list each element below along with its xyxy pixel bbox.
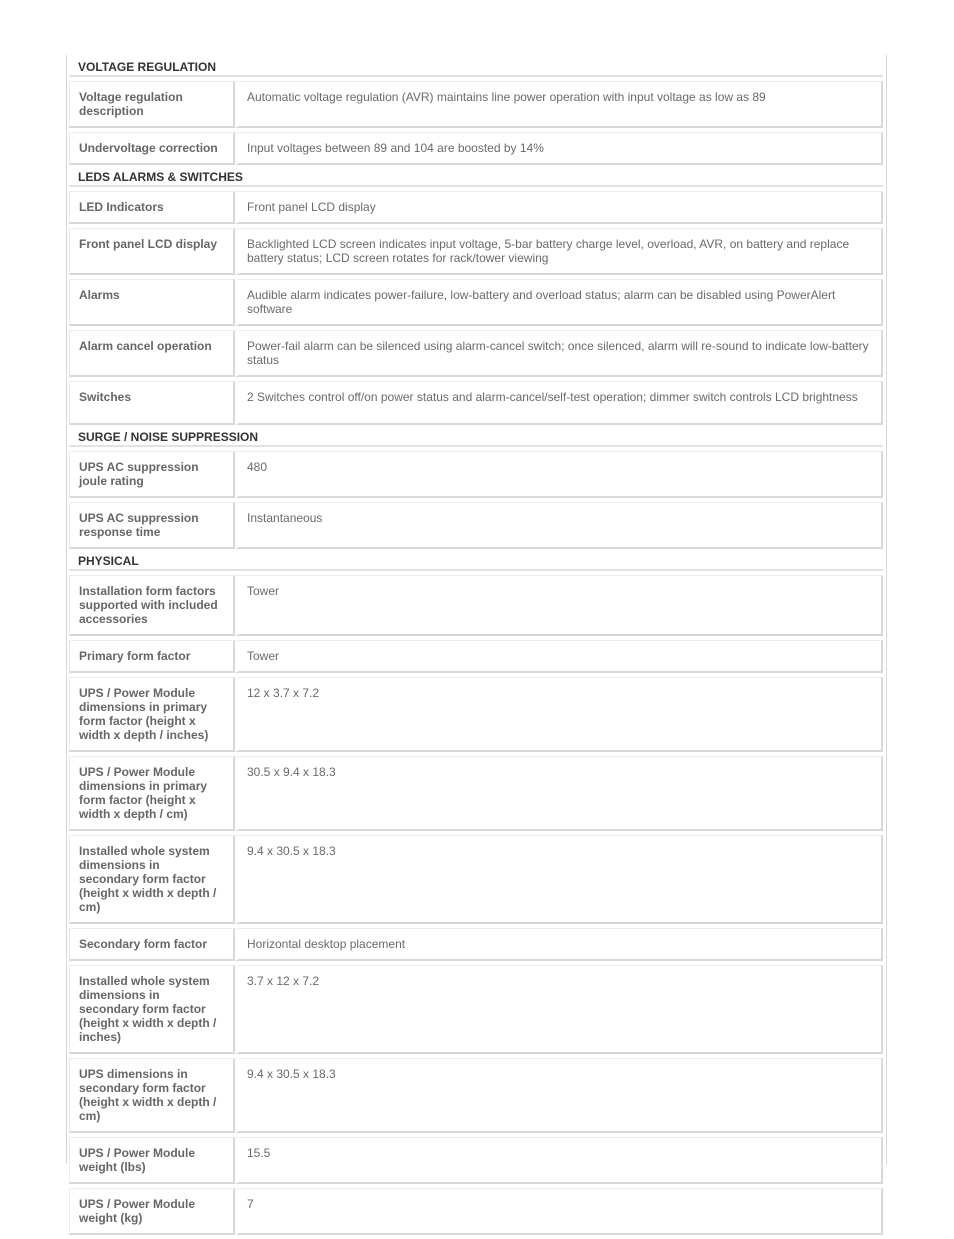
spec-row [69,756,883,831]
spec-value: 7 [235,1188,883,1235]
spec-row [69,191,883,224]
section-header [69,59,883,77]
spec-label: LED Indicators [69,191,235,224]
spec-value: Instantaneous [235,502,883,549]
spec-row [69,228,883,275]
spec-label: Alarms [69,279,235,326]
section-header [69,169,883,187]
spec-label: UPS AC suppression joule rating [69,451,235,498]
spec-row [69,965,883,1054]
spec-value: Backlighted LCD screen indicates input voltage, 5-bar battery charge level, overload, AVR, on battery and replace battery status; LCD screen rotates for rack/tower viewing [235,228,883,275]
spec-label: UPS / Power Module weight (kg) [69,1188,235,1235]
spec-row [69,575,883,636]
spec-value: 3.7 x 12 x 7.2 [235,965,883,1054]
section-title: PHYSICAL [69,553,883,571]
section-title: SURGE / NOISE SUPPRESSION [69,429,883,447]
spec-label: Primary form factor [69,640,235,673]
spec-value: Input voltages between 89 and 104 are boosted by 14% [235,132,883,165]
spec-value: 480 [235,451,883,498]
spec-label: UPS dimensions in secondary form factor (height x width x depth / cm) [69,1058,235,1133]
spec-label: Installed whole system dimensions in secondary form factor (height x width x depth / cm) [69,835,235,924]
spec-value: 2 Switches control off/on power status and alarm-cancel/self-test operation; dimmer switch controls LCD brightness [235,381,883,425]
spec-value: Automatic voltage regulation (AVR) maintains line power operation with input voltage as low as 89 [235,81,883,128]
section-header [69,429,883,447]
spec-row [69,835,883,924]
spec-row [69,381,883,425]
spec-row [69,132,883,165]
spec-value: 12 x 3.7 x 7.2 [235,677,883,752]
spec-row [69,1137,883,1184]
spec-value: Audible alarm indicates power-failure, low-battery and overload status; alarm can be disabled using PowerAlert software [235,279,883,326]
spec-value: 30.5 x 9.4 x 18.3 [235,756,883,831]
spec-table [69,55,883,1239]
spec-value: Power-fail alarm can be silenced using alarm-cancel switch; once silenced, alarm will re-sound to indicate low-battery status [235,330,883,377]
section-header [69,553,883,571]
spec-label: Front panel LCD display [69,228,235,275]
spec-row [69,640,883,673]
spec-label: UPS / Power Module weight (lbs) [69,1137,235,1184]
spec-label: Secondary form factor [69,928,235,961]
spec-label: Installed whole system dimensions in secondary form factor (height x width x depth / inches) [69,965,235,1054]
spec-label: Switches [69,381,235,425]
section-title: LEDS ALARMS & SWITCHES [69,169,883,187]
spec-label: UPS / Power Module dimensions in primary form factor (height x width x depth / inches) [69,677,235,752]
spec-label: UPS AC suppression response time [69,502,235,549]
spec-value: Tower [235,640,883,673]
spec-value: 15.5 [235,1137,883,1184]
spec-label: Voltage regulation description [69,81,235,128]
section-title: VOLTAGE REGULATION [69,59,883,77]
spec-label: UPS / Power Module dimensions in primary form factor (height x width x depth / cm) [69,756,235,831]
spec-label: Installation form factors supported with included accessories [69,575,235,636]
spec-value: Horizontal desktop placement [235,928,883,961]
spec-row [69,451,883,498]
spec-value: Front panel LCD display [235,191,883,224]
spec-label: Undervoltage correction [69,132,235,165]
spec-row [69,502,883,549]
spec-value: Tower [235,575,883,636]
spec-value: 9.4 x 30.5 x 18.3 [235,835,883,924]
spec-value: 9.4 x 30.5 x 18.3 [235,1058,883,1133]
spec-row [69,1058,883,1133]
spec-row [69,677,883,752]
spec-row [69,81,883,128]
spec-label: Alarm cancel operation [69,330,235,377]
spec-row [69,330,883,377]
spec-row [69,928,883,961]
spec-row [69,279,883,326]
spec-row [69,1188,883,1235]
